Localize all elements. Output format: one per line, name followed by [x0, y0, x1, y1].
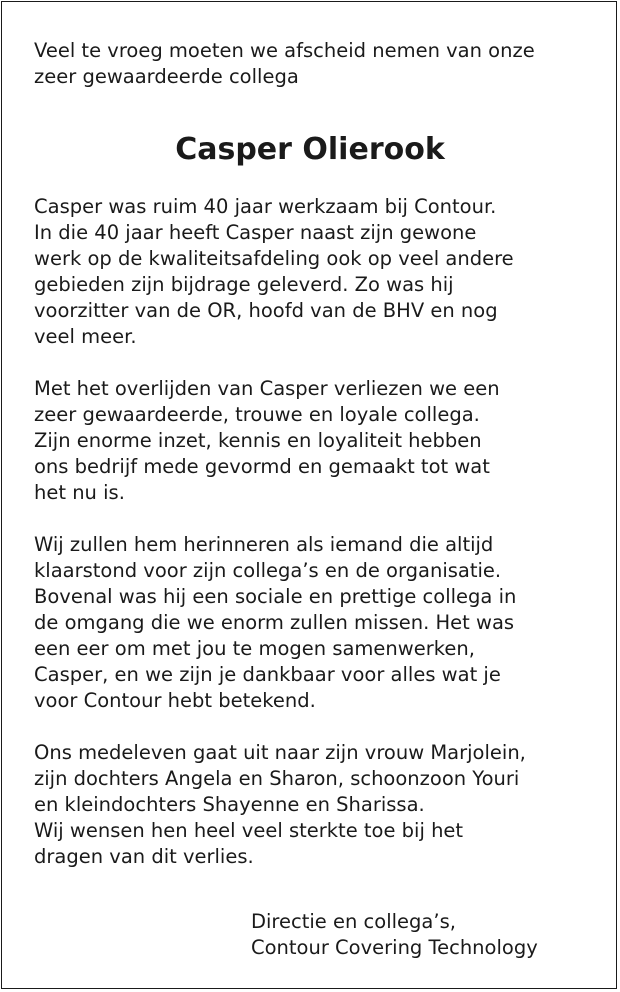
paragraph-career — [34, 194, 514, 350]
paragraph-line: Casper was ruim 40 jaar werkzaam bij Contour. — [34, 195, 497, 218]
paragraph-line: een eer om met jou te mogen samenwerken, — [34, 637, 475, 660]
obituary-card — [1, 1, 617, 989]
intro-line: zeer gewaardeerde collega — [34, 65, 299, 88]
paragraph-line: het nu is. — [34, 481, 125, 504]
paragraph-line: Bovenal was hij een sociale en prettige collega in — [34, 585, 517, 608]
paragraph-remembrance — [34, 532, 516, 714]
paragraph-line: Ons medeleven gaat uit naar zijn vrouw Marjolein, — [34, 741, 526, 764]
signature — [251, 909, 538, 961]
paragraph-line: dragen van dit verlies. — [34, 845, 254, 868]
intro-line: Veel te vroeg moeten we afscheid nemen van onze — [34, 39, 535, 62]
paragraph-line: de omgang die we enorm zullen missen. Het was — [34, 611, 515, 634]
paragraph-line: Casper, en we zijn je dankbaar voor alles wat je — [34, 663, 501, 686]
paragraph-line: voorzitter van de OR, hoofd van de BHV en nog — [34, 299, 498, 322]
paragraph-line: zeer gewaardeerde, trouwe en loyale collega. — [34, 403, 480, 426]
paragraph-line: Wij zullen hem herinneren als iemand die altijd — [34, 533, 494, 556]
paragraph-line: Met het overlijden van Casper verliezen we een — [34, 377, 500, 400]
paragraph-line: Zijn enorme inzet, kennis en loyaliteit hebben — [34, 429, 482, 452]
paragraph-line: zijn dochters Angela en Sharon, schoonzoon Youri — [34, 767, 520, 790]
deceased-name: Casper Olierook — [175, 132, 445, 167]
signature-line: Directie en collega’s, — [251, 910, 456, 933]
paragraph-line: Wij wensen hen heel veel sterkte toe bij het — [34, 819, 464, 842]
paragraph-line: veel meer. — [34, 325, 137, 348]
signature-line: Contour Covering Technology — [251, 936, 538, 959]
paragraph-condolences — [34, 740, 526, 870]
paragraph-line: en kleindochters Shayenne en Sharissa. — [34, 793, 425, 816]
paragraph-line: werk op de kwaliteitsafdeling ook op veel andere — [34, 247, 514, 270]
paragraph-loss — [34, 376, 500, 506]
paragraph-line: klaarstond voor zijn collega’s en de organisatie. — [34, 559, 502, 582]
paragraph-line: In die 40 jaar heeft Casper naast zijn gewone — [34, 221, 477, 244]
intro-text — [34, 38, 535, 90]
paragraph-line: ons bedrijf mede gevormd en gemaakt tot wat — [34, 455, 490, 478]
paragraph-line: voor Contour hebt betekend. — [34, 689, 316, 712]
paragraph-line: gebieden zijn bijdrage geleverd. Zo was hij — [34, 273, 454, 296]
